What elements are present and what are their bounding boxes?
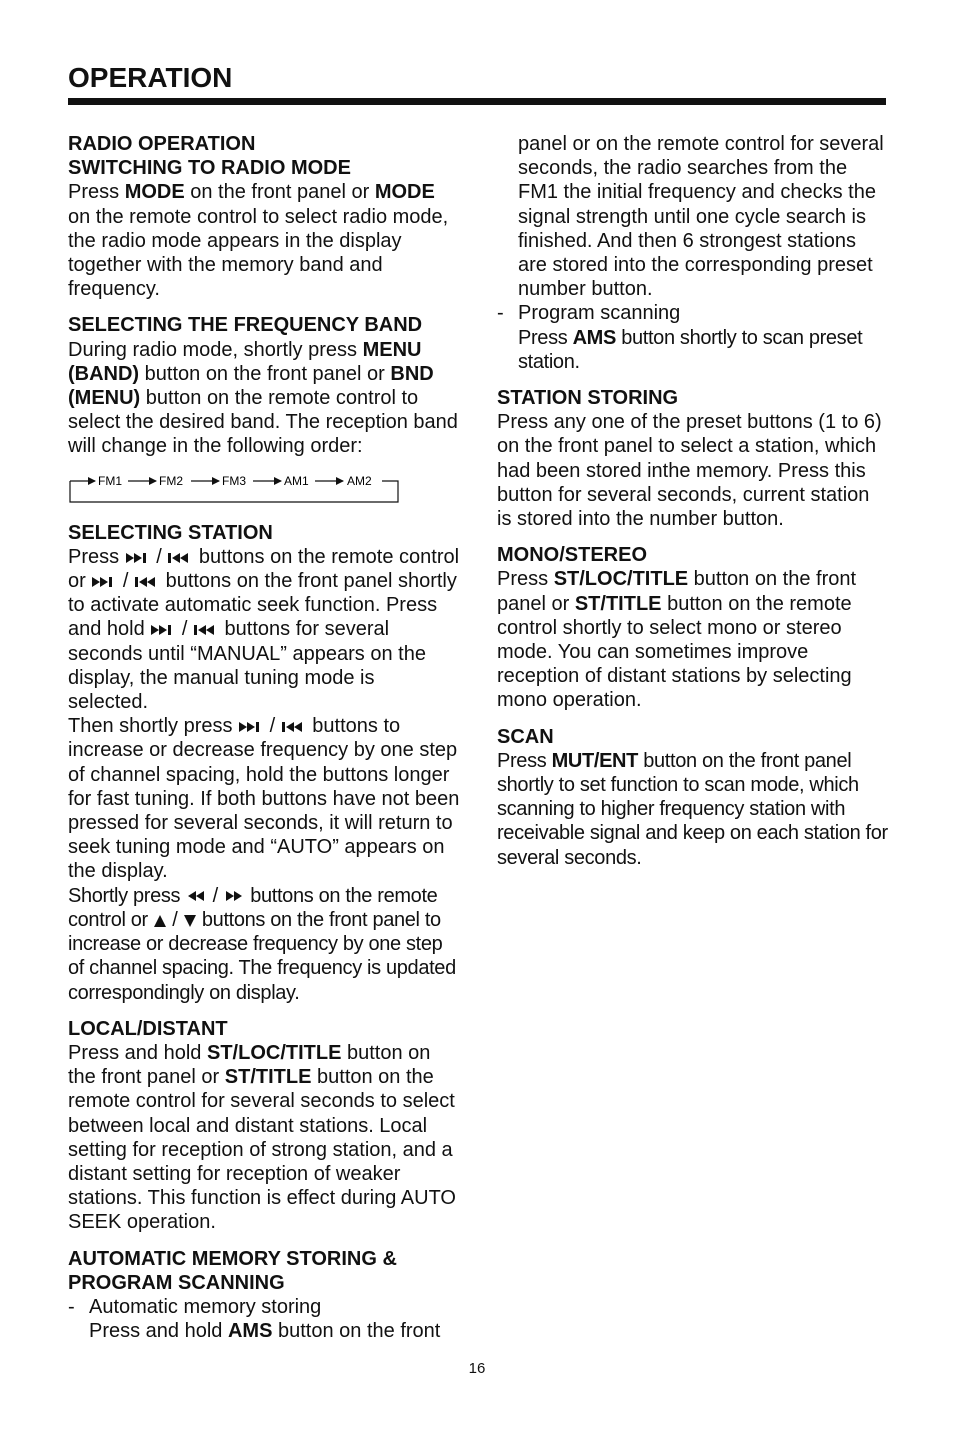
next-track-icon — [125, 552, 151, 564]
ams-continued — [497, 132, 889, 374]
section-heading: MONO/STEREO — [497, 544, 648, 567]
down-arrow-icon — [183, 914, 197, 928]
frequency-band-section — [68, 313, 460, 504]
previous-track-icon — [134, 576, 160, 588]
mono-stereo-section — [497, 543, 889, 712]
next-track-icon — [238, 721, 264, 733]
previous-track-icon — [167, 552, 193, 564]
auto-memory-text: Press and hold AMS button on the front — [89, 1320, 441, 1343]
list-item — [497, 301, 889, 325]
left-column — [68, 132, 460, 1355]
mono-stereo-text: Press ST/LOC/TITLE button on the front panel or ST/TITLE button on the remote control shortly to select mono or stereo mode. You can sometimes improve reception of distant stations by selecting mono operation. — [497, 568, 857, 712]
page-number: 16 — [468, 1360, 486, 1377]
selecting-station-section — [68, 521, 460, 1005]
section-heading: SCAN — [497, 725, 554, 748]
step-tuning-text: Shortly press / buttons on the remote control or / buttons on the front panel to increase or decrease frequency by one step of channel spacing. The frequency is updated correspondingly on display. — [68, 884, 456, 1004]
radio-mode-text: Press MODE on the front panel or MODE on the remote control to select radio mode, the radio mode appears in the display together with the memory band and frequency. — [68, 181, 449, 301]
section-heading: PROGRAM SCANNING — [68, 1271, 285, 1294]
manual-tuning-text: Then shortly press / buttons to increase or decrease frequency by one step of channel spacing, hold the buttons longer for fast tuning. If both buttons have not been pressed for several seconds, it will return to seek tuning mode and “AUTO” appears on the display. — [68, 715, 460, 883]
scan-section — [497, 725, 889, 870]
band-label: FM3 — [222, 473, 246, 488]
local-distant-text: Press and hold ST/LOC/TITLE button on the front panel or ST/TITLE button on the remote control for several seconds to select between local and distant stations. Local setting for reception of strong station, and a distant setting for reception of weaker stations. This function is effect during AUTO SEEK operation. — [68, 1041, 456, 1234]
band-label: AM1 — [284, 473, 309, 488]
list-item-title: Program scanning — [518, 302, 681, 325]
section-heading: AUTOMATIC MEMORY STORING & — [68, 1247, 397, 1270]
page-title: OPERATION — [68, 62, 233, 93]
list-item — [68, 1295, 460, 1319]
band-order-diagram — [68, 469, 399, 505]
scan-text: Press MUT/ENT button on the front panel shortly to set function to scan mode, which scanning to higher frequency station with receivable signal and keep on each station for several seconds. — [497, 749, 888, 869]
station-storing-text: Press any one of the preset buttons (1 to 6) on the front panel to select a station, which had been stored inthe memory. Press this button for several seconds, current station is stored into the number button. — [497, 411, 882, 531]
up-arrow-icon — [153, 914, 167, 928]
title-rule — [68, 98, 886, 105]
right-column — [497, 132, 889, 882]
section-heading: LOCAL/DISTANT — [68, 1017, 228, 1040]
fast-forward-icon — [223, 890, 245, 902]
section-heading: SELECTING STATION — [68, 521, 273, 544]
dash-bullet: - — [497, 302, 504, 325]
band-label: FM2 — [159, 473, 183, 488]
band-label: AM2 — [347, 473, 372, 488]
section-heading: STATION STORING — [497, 387, 679, 410]
previous-track-icon — [281, 721, 307, 733]
auto-memory-continued-text: panel or on the remote control for several seconds, the radio searches from the FM1 the initial frequency and checks the signal strength until one cycle search is finished. And then 6 strongest stations are stored into the corresponding preset number button. — [518, 133, 884, 301]
local-distant-section — [68, 1017, 460, 1235]
dash-bullet: - — [68, 1295, 75, 1318]
next-track-icon — [150, 624, 176, 636]
band-label: FM1 — [98, 473, 122, 488]
radio-operation-section — [68, 132, 460, 301]
rewind-icon — [185, 890, 207, 902]
frequency-band-text: During radio mode, shortly press MENU (BAND) button on the front panel or BND (MENU) button on the remote control to select the desired band. The reception band will change in the following order: — [68, 338, 458, 458]
previous-track-icon — [193, 624, 219, 636]
next-track-icon — [91, 576, 117, 588]
section-subheading: SWITCHING TO RADIO MODE — [68, 157, 351, 180]
ams-section — [68, 1247, 460, 1344]
station-storing-section — [497, 386, 889, 531]
band-order-svg — [68, 469, 399, 505]
section-heading: SELECTING THE FREQUENCY BAND — [68, 314, 423, 337]
seek-text: Press / buttons on the remote control or / buttons on the front panel shortly to activate automatic seek function. Press and hold / buttons for several seconds until “MANUAL” appears on the display, the manual tuning mode is selected. — [68, 545, 460, 714]
program-scanning-text: Press AMS button shortly to scan preset station. — [518, 326, 863, 373]
list-item-title: Automatic memory storing — [89, 1295, 322, 1318]
section-heading: RADIO OPERATION — [68, 133, 256, 155]
